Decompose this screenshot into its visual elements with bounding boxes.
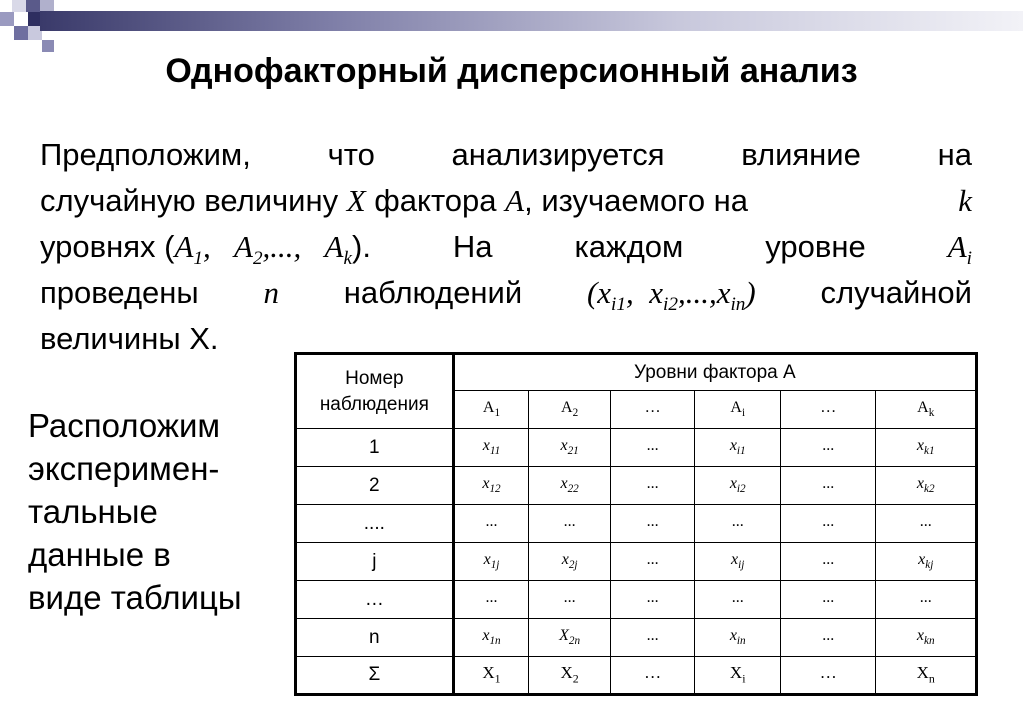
sum-cell: $X_i$ [695, 657, 781, 695]
side-line: эксперимен- [28, 450, 220, 487]
table-cell: ... [780, 429, 875, 467]
text: , изучаемого на [524, 183, 749, 218]
table-cell: $x_{in}$ [695, 619, 781, 657]
var-ai: $A_i$ [947, 229, 972, 270]
table-cell: ... [610, 543, 695, 581]
paragraph-line [40, 224, 972, 270]
table-cell: $x_{12}$ [453, 467, 529, 505]
var-x-series: ($x_{i1}$, $x_{i2},...,x_{in}$) [586, 275, 756, 316]
table-cell: ... [780, 543, 875, 581]
table-cell: ... [780, 505, 875, 543]
header-observation-number: Номер наблюдения [296, 354, 454, 429]
sum-row [296, 657, 977, 695]
table-cell: ... [780, 619, 875, 657]
word: случайной [820, 275, 972, 310]
table-row [296, 429, 977, 467]
table-cell: $x_{2j}$ [529, 543, 611, 581]
word: на [937, 137, 972, 172]
level-header-cell: $A_k$ [876, 391, 977, 429]
word: анализируется [451, 137, 665, 172]
text: ). [352, 229, 371, 264]
row-label: 2 [296, 467, 454, 505]
row-label: n [296, 619, 454, 657]
table-body [296, 429, 977, 695]
table-cell: ... [529, 505, 611, 543]
word: каждом [574, 229, 684, 264]
row-label: … [296, 581, 454, 619]
table-row [296, 505, 977, 543]
var-n: n [263, 275, 279, 310]
sum-cell: $X_1$ [453, 657, 529, 695]
word: На [452, 229, 493, 264]
table-cell: ... [529, 581, 611, 619]
table-cell: ... [610, 619, 695, 657]
table-cell: $x_{1j}$ [453, 543, 529, 581]
sum-cell: … [780, 657, 875, 695]
table-cell: $x_{ij}$ [695, 543, 781, 581]
table-cell: $x_{21}$ [529, 429, 611, 467]
data-table [294, 352, 978, 696]
word: наблюдений [343, 275, 523, 310]
var-a: A [505, 183, 525, 218]
deco-square [14, 26, 28, 40]
deco-square [12, 0, 26, 12]
word: что [327, 137, 375, 172]
paragraph-line [40, 178, 972, 224]
table-cell: $x_{i1}$ [695, 429, 781, 467]
word: влияние [741, 137, 861, 172]
side-note [28, 404, 242, 619]
side-line: данные в [28, 536, 171, 573]
table-cell: $x_{kj}$ [876, 543, 977, 581]
word: проведены [40, 275, 199, 310]
var-a1: $A_1$, $A_2$,..., $A_k$ [174, 229, 353, 270]
phrase [40, 178, 748, 224]
table-cell: ... [610, 505, 695, 543]
level-header-cell: $A_1$ [453, 391, 529, 429]
table-row [296, 467, 977, 505]
deco-square [26, 0, 40, 12]
table-cell: ... [453, 581, 529, 619]
table-cell: ... [453, 505, 529, 543]
level-header-cell: $A_i$ [695, 391, 781, 429]
table-cell: ... [695, 505, 781, 543]
side-line: Расположим [28, 407, 221, 444]
deco-square [0, 12, 14, 26]
table-cell: $x_{11}$ [453, 429, 529, 467]
header-factor-levels: Уровни фактора А [453, 354, 976, 391]
table-cell: ... [780, 467, 875, 505]
table-cell: $X_{2n}$ [529, 619, 611, 657]
var-x: X [346, 183, 366, 218]
word: Предположим, [40, 137, 251, 172]
table-cell: $x_{22}$ [529, 467, 611, 505]
table-cell: $x_{k1}$ [876, 429, 977, 467]
table-row [296, 619, 977, 657]
table-cell: $x_{k2}$ [876, 467, 977, 505]
level-header-cell: $A_2$ [529, 391, 611, 429]
table-cell: $x_{1n}$ [453, 619, 529, 657]
table-cell: ... [610, 429, 695, 467]
text: фактора [374, 183, 497, 218]
table-cell: ... [610, 467, 695, 505]
intro-paragraph [40, 132, 972, 362]
row-label: 1 [296, 429, 454, 467]
sum-label: Σ [296, 657, 454, 695]
table-cell: $x_{kn}$ [876, 619, 977, 657]
side-line: тальные [28, 493, 158, 530]
level-header-cell: … [610, 391, 695, 429]
table-cell: $x_{i2}$ [695, 467, 781, 505]
text: величины X. [40, 321, 219, 356]
table-row [296, 581, 977, 619]
sum-cell: $X_n$ [876, 657, 977, 695]
header-gradient-bar [40, 11, 1023, 31]
deco-square [14, 12, 28, 26]
row-label: j [296, 543, 454, 581]
table-cell: ... [695, 581, 781, 619]
table-cell: ... [610, 581, 695, 619]
row-label: .... [296, 505, 454, 543]
sum-cell: … [610, 657, 695, 695]
table-cell: ... [780, 581, 875, 619]
paragraph-line [40, 132, 972, 178]
table-row [296, 543, 977, 581]
word: уровне [765, 229, 866, 264]
slide-title: Однофакторный дисперсионный анализ [165, 52, 858, 90]
side-line: виде таблицы [28, 579, 242, 616]
table-cell: ... [876, 505, 977, 543]
level-header-cell: … [780, 391, 875, 429]
deco-square [42, 40, 54, 52]
table-cell: ... [876, 581, 977, 619]
paragraph-line [40, 270, 972, 316]
var-k: k [958, 183, 972, 218]
text: уровнях ( [40, 229, 175, 264]
text: случайную величину [40, 183, 339, 218]
sum-cell: $X_2$ [529, 657, 611, 695]
